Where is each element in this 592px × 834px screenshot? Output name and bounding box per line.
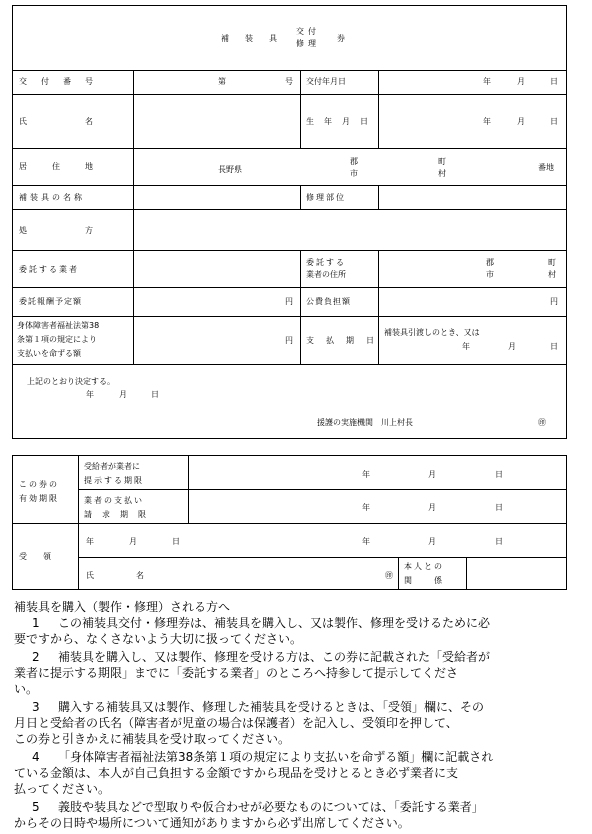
public-burden-label: 公費負担額 — [306, 297, 351, 306]
address-label: 居 住 地 — [19, 162, 96, 171]
form-title-left: 補 装 具 — [221, 34, 281, 43]
note-number: 5 — [32, 800, 40, 814]
issue-day: 日 — [550, 77, 558, 86]
note-text: からその日時や場所について通知がありますから必ず出席してください。 — [14, 816, 410, 830]
birth-label: 生 年 月 日 — [306, 117, 369, 126]
form-title-repair: 修理 — [296, 39, 320, 48]
birth-month: 月 — [517, 117, 525, 126]
note-number: 1 — [32, 616, 40, 630]
receipt-year-1: 年 — [86, 537, 94, 546]
notes-heading: 補装具を購入（製作・修理）される方へ — [14, 600, 231, 614]
note-item-4 — [14, 749, 584, 797]
contractor-address-label-1: 委託する — [306, 258, 346, 267]
contractor-label: 委託する業者 — [19, 265, 79, 274]
claim-deadline-label-1: 業者の支払い — [84, 496, 144, 505]
decision-year: 年 — [86, 390, 94, 399]
contractor-gun: 郡 — [486, 258, 494, 267]
receipt-seal: ㊞ — [385, 571, 393, 580]
note-text: 補装具を購入し、又は製作、修理を受ける方は、この券に記載された「受給者が — [58, 650, 491, 664]
present-month: 月 — [428, 470, 436, 479]
issue-month: 月 — [517, 77, 525, 86]
authority: 援護の実施機関 川上村長 — [317, 418, 413, 427]
decision-day: 日 — [151, 390, 159, 399]
payment-month: 月 — [508, 342, 516, 351]
note-text: この券と引きかえに補装具を受け取ってください。 — [14, 732, 291, 746]
name-label: 氏 名 — [19, 117, 96, 126]
note-text: 「身体障害者福祉法第38条第１項の規定により支払いを命ずる額」欄に記載され — [58, 750, 494, 764]
fee-label: 委託報酬予定額 — [19, 297, 82, 306]
note-item-5 — [14, 799, 584, 831]
payment-order-label-2: 条第１項の規定により — [17, 335, 97, 344]
validity-label-1: この券の — [19, 480, 59, 489]
payment-day: 日 — [550, 342, 558, 351]
claim-month: 月 — [428, 503, 436, 512]
present-deadline-label-1: 受給者が業者に — [84, 462, 140, 471]
note-number: 4 — [32, 750, 40, 764]
issue-date-label: 交付年月日 — [306, 77, 346, 86]
payment-order-label-3: 支払いを命ずる額 — [17, 349, 81, 358]
present-day: 日 — [495, 470, 503, 479]
contractor-machi: 町 — [548, 258, 556, 267]
issue-number-label: 交 付 番 号 — [19, 77, 96, 86]
contractor-address-label-2: 業者の住所 — [306, 270, 346, 279]
receipt-year-2: 年 — [362, 537, 370, 546]
prefecture: 長野県 — [218, 165, 242, 174]
claim-year: 年 — [362, 503, 370, 512]
banchi-label: 番地 — [538, 163, 554, 172]
note-text: 月日と受給者の氏名（障害者が児童の場合は保護者）を記入し、受領印を押して、 — [14, 716, 458, 730]
receipt-day-1: 日 — [172, 537, 180, 546]
note-text: 購入する補装具又は製作、修理した補装具を受けるときは、「受領」欄に、その — [58, 700, 485, 714]
payment-year: 年 — [462, 342, 470, 351]
receipt-day-2: 日 — [495, 537, 503, 546]
note-text: い。 — [14, 682, 39, 696]
receipt-label: 受 領 — [19, 552, 51, 561]
contractor-mura: 村 — [548, 270, 556, 279]
present-year: 年 — [362, 470, 370, 479]
birth-day: 日 — [550, 117, 558, 126]
receipt-month-2: 月 — [428, 537, 436, 546]
payment-date-note: 補装具引渡しのとき、又は — [384, 328, 480, 337]
claim-deadline-label-2: 請 求 期 限 — [84, 510, 147, 519]
decision-text: 上記のとおり決定する。 — [27, 377, 115, 386]
claim-day: 日 — [495, 503, 503, 512]
birth-year: 年 — [483, 117, 491, 126]
gun-label: 郡 — [350, 157, 358, 166]
public-burden-yen: 円 — [550, 297, 558, 306]
note-text: 払ってください。 — [14, 782, 111, 796]
payment-order-label-1: 身体障害者福祉法第38 — [17, 321, 100, 330]
decision-month: 月 — [119, 390, 127, 399]
device-name-label: 補装具の名称 — [19, 193, 85, 202]
validity-label-2: 有効期限 — [19, 494, 59, 503]
note-text: 業者に提示する期限」までに「委託する業者」のところへ持参して提示してくださ — [14, 666, 459, 680]
mura-label: 村 — [438, 169, 446, 178]
note-text: 義肢や装具などで型取りや仮合わせが必要なものについては、「委託する業者」 — [58, 800, 484, 814]
dai-label: 第 — [218, 77, 226, 86]
contractor-shi: 市 — [486, 270, 494, 279]
receipt-month-1: 月 — [129, 537, 137, 546]
authority-seal: ㊞ — [538, 418, 546, 427]
note-text: この補装具交付・修理券は、補装具を購入し、又は製作、修理を受けるために必 — [58, 616, 491, 630]
note-item-1 — [14, 615, 584, 647]
form-title-issue: 交付 — [296, 27, 320, 36]
payment-order-yen: 円 — [285, 336, 293, 345]
note-item-3 — [14, 699, 584, 747]
receipt-name-label: 氏 名 — [86, 571, 146, 580]
relation-label-2: 関 係 — [404, 576, 444, 585]
go-label: 号 — [285, 77, 293, 86]
payment-date-label: 支 払 期 日 — [306, 336, 376, 345]
note-number: 2 — [32, 650, 40, 664]
machi-label: 町 — [438, 157, 446, 166]
present-deadline-label-2: 提示する期限 — [84, 476, 144, 485]
note-number: 3 — [32, 700, 40, 714]
relation-label-1: 本人との — [404, 562, 444, 571]
note-text: 要ですから、なくさないよう大切に扱ってください。 — [14, 632, 303, 646]
notes-list — [14, 615, 584, 831]
note-text: ている金額は、本人が自己負担する金額ですから現品を受けとるとき必ず業者に支 — [14, 766, 459, 780]
fee-yen: 円 — [285, 297, 293, 306]
shi-label: 市 — [350, 169, 358, 178]
issue-year: 年 — [483, 77, 491, 86]
form-title-right: 券 — [337, 34, 345, 43]
prescription-label: 処 方 — [19, 226, 96, 235]
repair-part-label: 修理部位 — [306, 193, 346, 202]
note-item-2 — [14, 649, 584, 697]
